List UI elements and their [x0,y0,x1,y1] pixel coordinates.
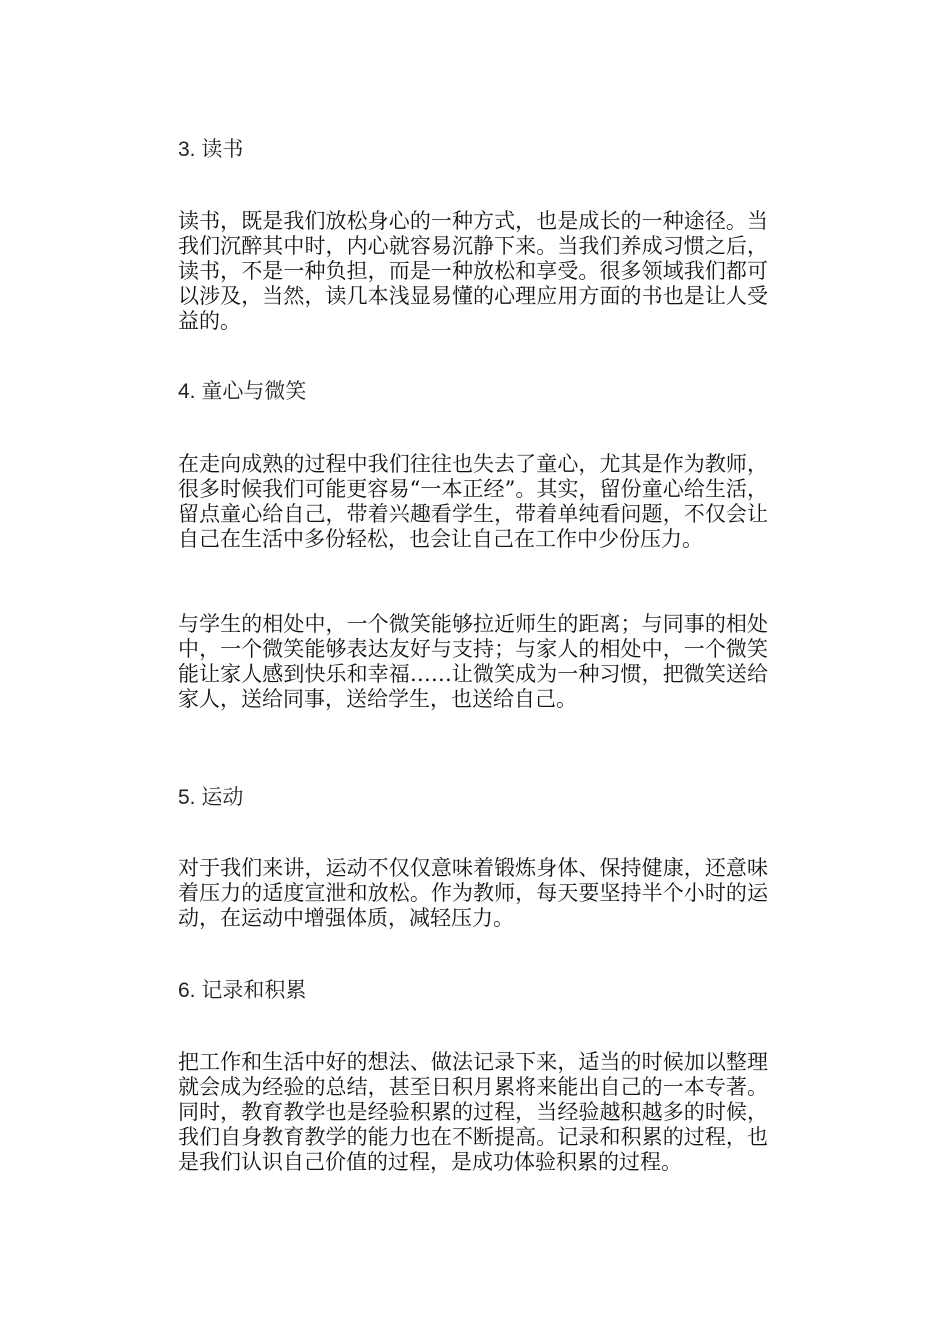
paragraph-exercise: 对于我们来讲，运动不仅仅意味着锻炼身体、保持健康，还意味着压力的适度宣泄和放松。作为教师，每天要坚持半个小时的运动，在运动中增强体质，减轻压力。 [178,856,768,930]
paragraph-record-accumulate: 把工作和生活中好的想法、做法记录下来，适当的时候加以整理就会成为经验的总结，甚至日积月累将来能出自己的一本专著。同时，教育教学也是经验积累的过程，当经验越积越多的时候，我们自身教育教学的能力也在不断提高。记录和积累的过程，也是我们认识自己价值的过程，是成功体验积累的过程。 [178,1050,768,1174]
paragraph-smile: 与学生的相处中，一个微笑能够拉近师生的距离；与同事的相处中，一个微笑能够表达友好与支持；与家人的相处中，一个微笑能让家人感到快乐和幸福……让微笑成为一种习惯，把微笑送给家人，送给同事，送给学生，也送给自己。 [178,612,768,711]
section-heading-childlike-smile: 4. 童心与微笑 [178,380,307,403]
section-heading-record-accumulate: 6. 记录和积累 [178,979,307,1002]
section-heading-exercise: 5. 运动 [178,786,244,809]
section-heading-reading: 3. 读书 [178,138,244,161]
paragraph-childlike-heart: 在走向成熟的过程中我们往往也失去了童心，尤其是作为教师，很多时候我们可能更容易“一本正经”。其实，留份童心给生活，留点童心给自己，带着兴趣看学生，带着单纯看问题，不仅会让自己在生活中多份轻松，也会让自己在工作中少份压力。 [178,452,768,551]
paragraph-reading: 读书，既是我们放松身心的一种方式，也是成长的一种途径。当我们沉醉其中时，内心就容易沉静下来。当我们养成习惯之后，读书，不是一种负担，而是一种放松和享受。很多领域我们都可以涉及，当然，读几本浅显易懂的心理应用方面的书也是让人受益的。 [178,209,768,333]
